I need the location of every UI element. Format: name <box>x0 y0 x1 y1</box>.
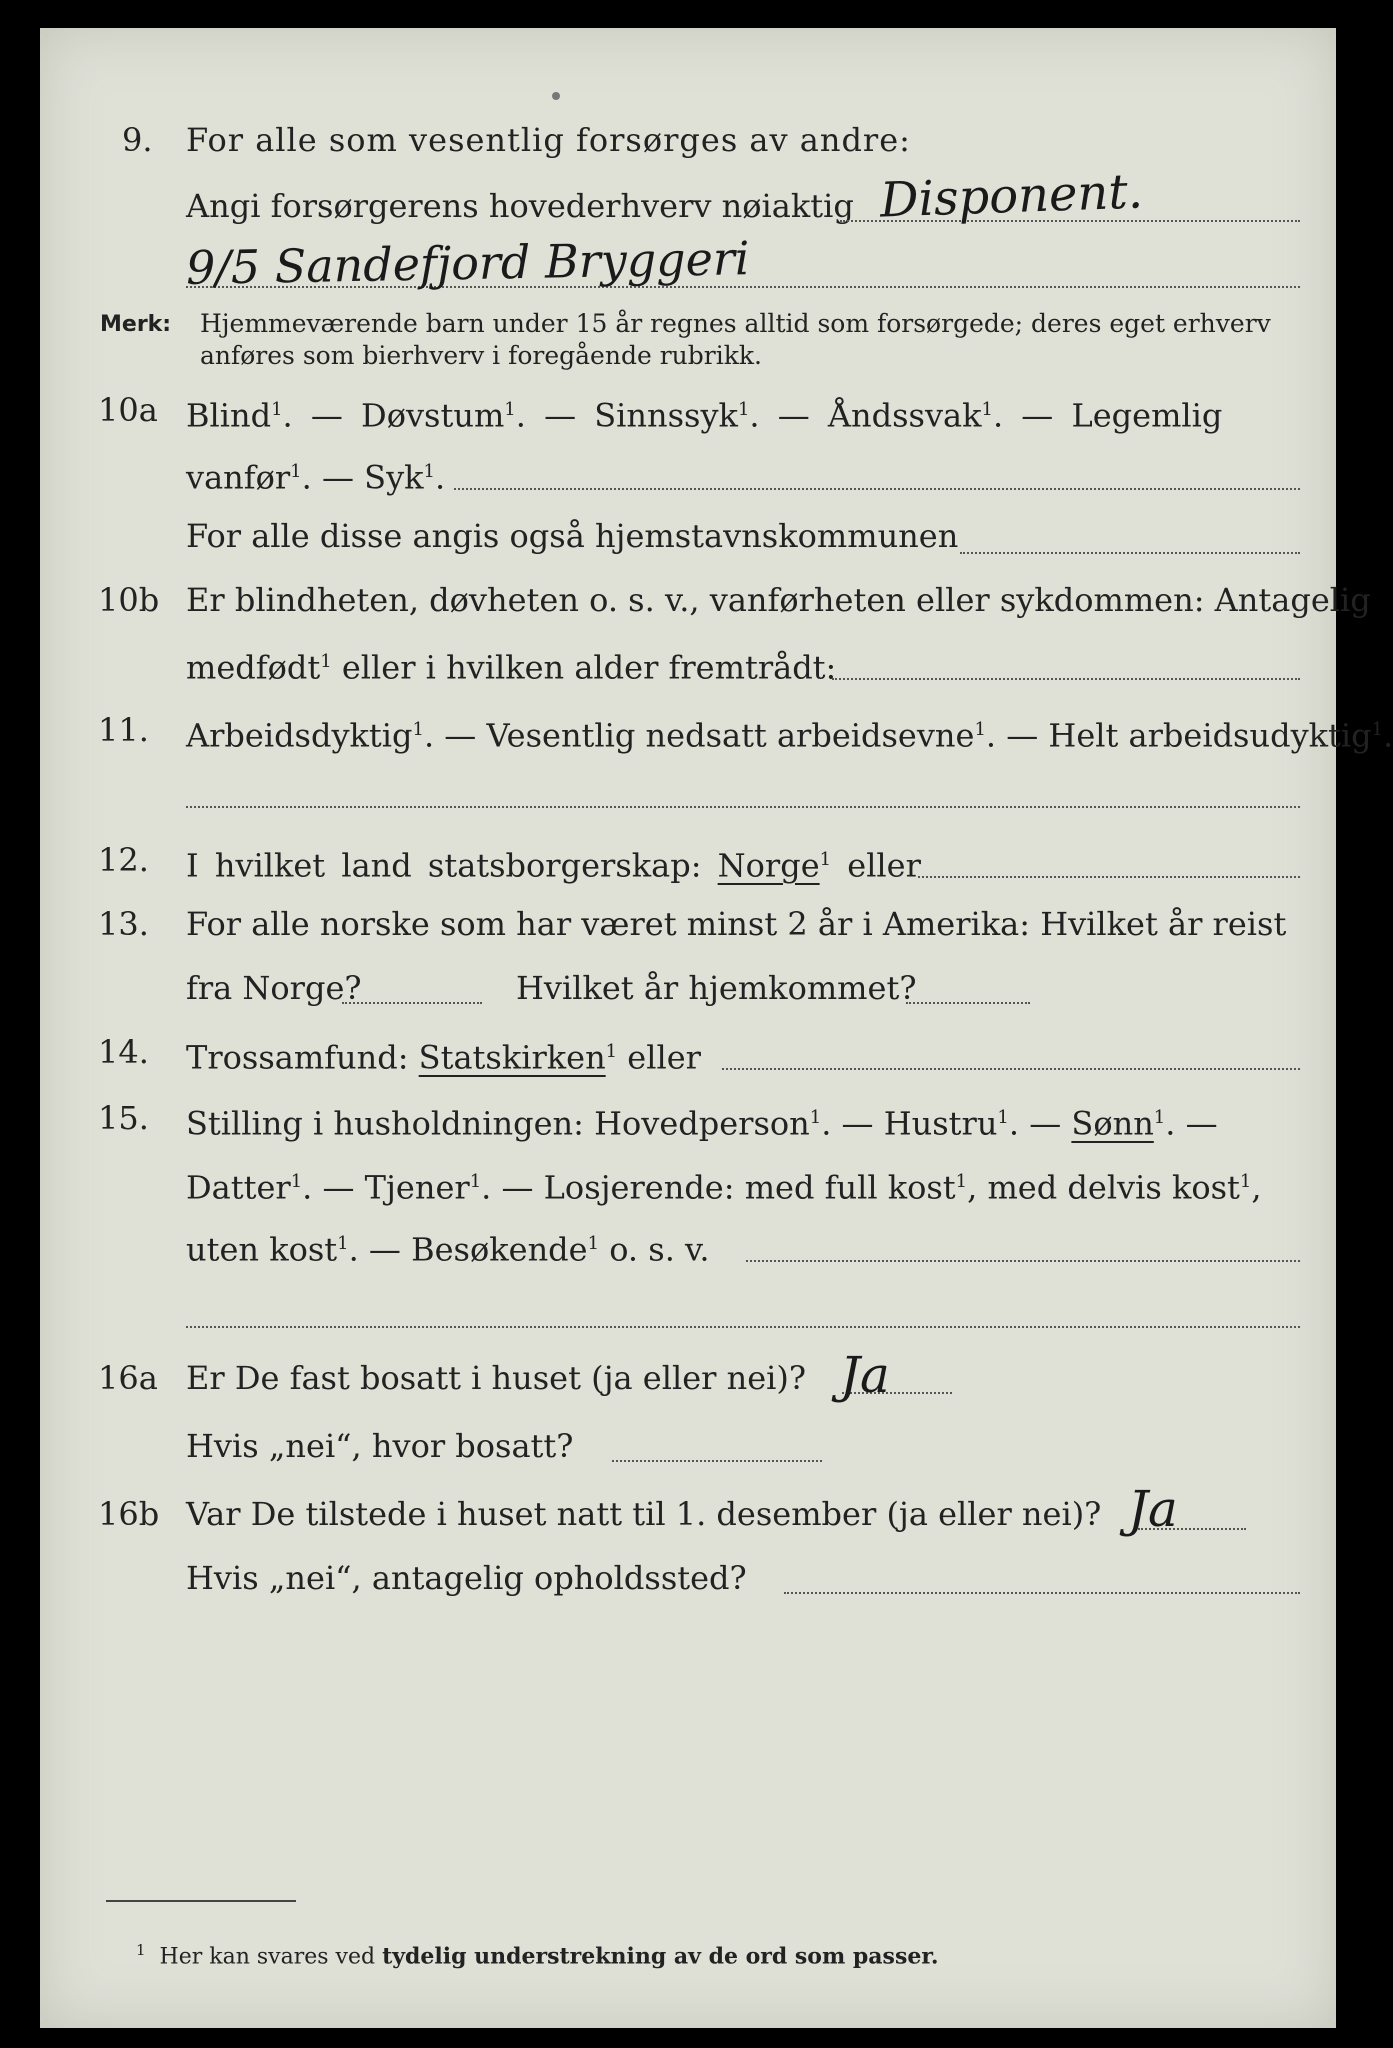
q16a-line2-dots <box>612 1460 822 1462</box>
q15-number: 15. <box>98 1099 149 1137</box>
q14-dots <box>722 1068 1300 1070</box>
q16b-line2: Hvis „nei“, antagelig opholdssted? <box>186 1559 747 1597</box>
q15-line3-dots <box>746 1260 1300 1262</box>
q10a-line2: vanfør$^1$. — Syk$^1$. <box>186 458 446 497</box>
q10a-line3-dots <box>960 552 1300 554</box>
q9-number: 9. <box>122 121 153 159</box>
q13-line2b-dots <box>906 1002 1030 1004</box>
q12-line: I hvilket land statsborgerskap: Norge$^1$ eller <box>186 846 921 885</box>
q16a-number: 16a <box>98 1359 158 1397</box>
q14-number: 14. <box>98 1033 149 1071</box>
q13-line1: For alle norske som har været minst 2 år i Amerika: Hvilket år reist <box>186 905 1287 943</box>
q10b-line2: medfødt$^1$ eller i hvilken alder fremtrådt: <box>186 648 837 687</box>
footnote: $^1$ Her kan svares ved tydelig understrekning av de ord som passer. <box>136 1941 939 1970</box>
q12-number: 12. <box>98 841 149 879</box>
q12-dots <box>918 876 1300 878</box>
q13-line2b: Hvilket år hjemkommet? <box>516 969 917 1007</box>
q9-handwritten-employer: 9/5 Sandefjord Bryggeri <box>185 231 750 295</box>
q16a-handwritten-answer: Ja <box>840 1346 890 1404</box>
q16a-line1: Er De fast bosatt i huset (ja eller nei)? <box>186 1359 807 1397</box>
q9-line2: Angi forsørgerens hovederhverv nøiaktig <box>186 187 854 225</box>
q11-number: 11. <box>98 711 149 749</box>
q15-extra-dots <box>186 1326 1300 1328</box>
q16b-number: 16b <box>98 1495 160 1533</box>
q10a-line3: For alle disse angis også hjemstavnskommunen <box>186 517 959 555</box>
q13-line2a-dots <box>342 1002 482 1004</box>
q9-line1: For alle som vesentlig forsørges av andre: <box>186 121 911 159</box>
q16b-line1: Var De tilstede i huset natt til 1. desember (ja eller nei)? <box>186 1495 1102 1533</box>
q15-line2: Datter$^1$. — Tjener$^1$. — Losjerende: med full kost$^1$, med delvis kost$^1$, <box>186 1168 1262 1207</box>
q14-line: Trossamfund: Statskirken$^1$ eller <box>186 1038 701 1077</box>
q16a-line2: Hvis „nei“, hvor bosatt? <box>186 1427 574 1465</box>
q9-handwritten-occupation: Disponent. <box>879 163 1144 229</box>
q11-dots <box>186 806 1300 808</box>
q15-underlined-sonn: Sønn <box>1071 1104 1154 1143</box>
q10b-line2-dots <box>832 678 1300 680</box>
q14-underlined-statskirken: Statskirken <box>418 1038 606 1077</box>
q15-line3: uten kost$^1$. — Besøkende$^1$ o. s. v. <box>186 1230 710 1269</box>
q10b-number: 10b <box>98 581 160 619</box>
q10a-line2-dots <box>454 488 1300 490</box>
q13-number: 13. <box>98 905 149 943</box>
merk-line1: Hjemmeværende barn under 15 år regnes alltid som forsørgede; deres eget erhverv <box>200 309 1271 338</box>
merk-label: Merk: <box>100 312 172 337</box>
merk-line2: anføres som bierhverv i foregående rubrikk. <box>200 341 762 370</box>
footnote-rule <box>106 1900 296 1902</box>
q13-line2a: fra Norge? <box>186 969 362 1007</box>
paper-mark <box>552 92 560 100</box>
q11-line: Arbeidsdyktig$^1$. — Vesentlig nedsatt arbeidsevne$^1$. — Helt arbeidsudyktig$^1$. <box>186 716 1393 755</box>
q10a-line1: Blind$^1$. — Døvstum$^1$. — Sinnssyk$^1$. — Åndssvak$^1$. — Legemlig <box>186 396 1223 435</box>
census-form-page <box>40 28 1393 2028</box>
q12-underlined-norge: Norge <box>717 846 820 885</box>
q15-line1: Stilling i husholdningen: Hovedperson$^1$. — Hustru$^1$. — Sønn$^1$. — <box>186 1104 1218 1143</box>
q16b-handwritten-answer: Ja <box>1128 1480 1178 1538</box>
q16b-line2-dots <box>784 1592 1300 1594</box>
q10a-number: 10a <box>98 391 158 429</box>
q10b-line1: Er blindheten, døvheten o. s. v., vanførheten eller sykdommen: Antagelig <box>186 581 1371 619</box>
